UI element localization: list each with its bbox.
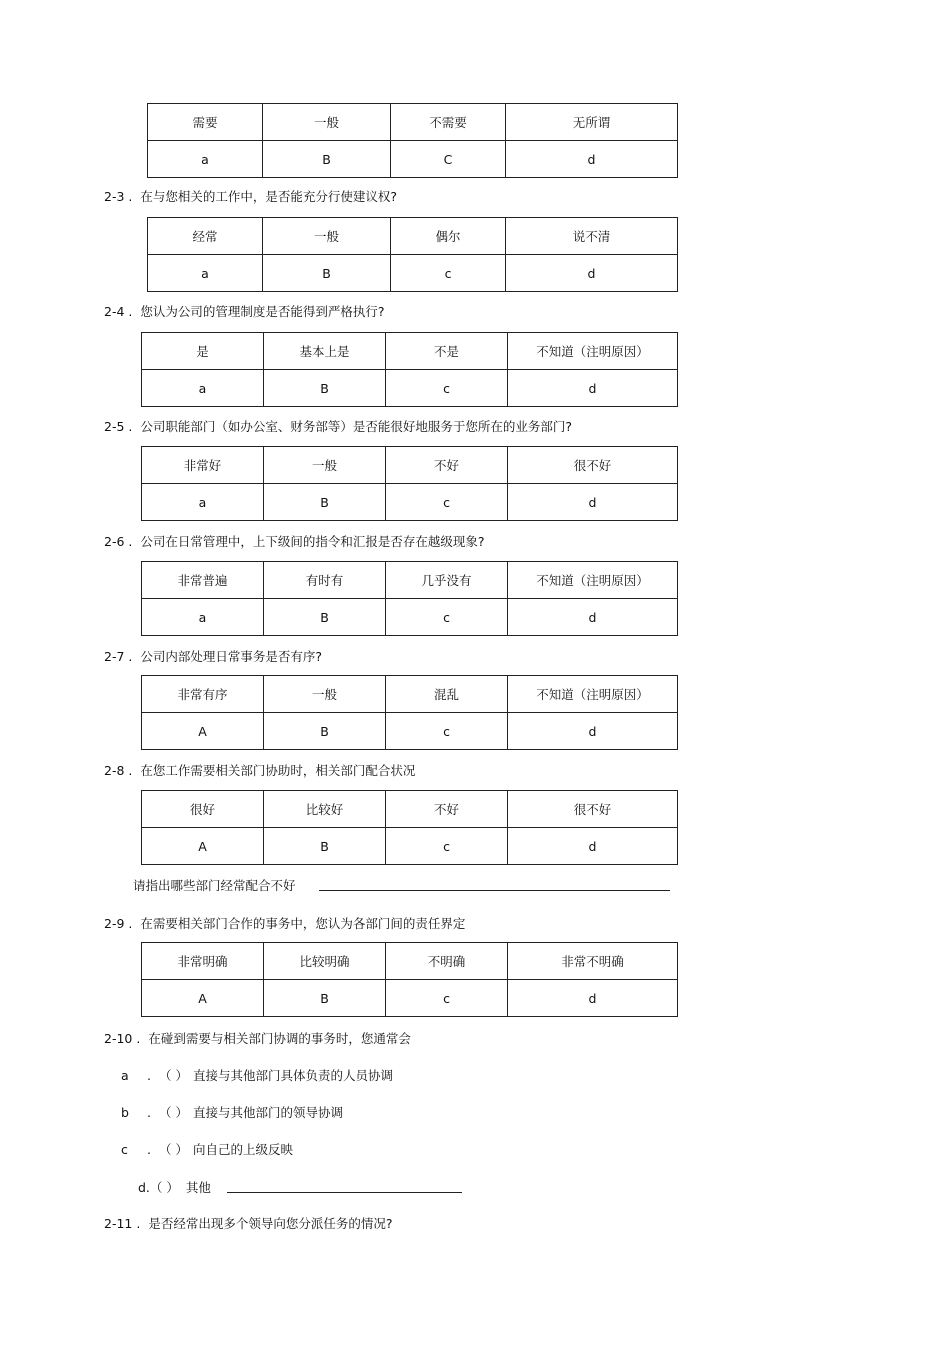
question-text: 公司在日常管理中，上下级间的指令和汇报是否存在越级现象? [140, 534, 485, 549]
choice-dot: . [147, 1142, 151, 1157]
option-label: 偶尔 [391, 218, 506, 255]
option-label: 一般 [263, 218, 391, 255]
options-table-2-9 [141, 942, 678, 1017]
choice-checkbox[interactable]: （ ） [159, 1068, 188, 1083]
option-label: 比较好 [264, 791, 386, 828]
option-label: 比较明确 [264, 943, 386, 980]
choice-dot: . [147, 1068, 151, 1083]
option-label: 几乎没有 [386, 562, 508, 599]
option-label: 有时有 [264, 562, 386, 599]
question-text: 是否经常出现多个领导向您分派任务的情况? [148, 1216, 393, 1231]
choice-letter: d. [138, 1180, 150, 1195]
table-row [142, 980, 678, 1017]
option-label: 不好 [386, 791, 508, 828]
option-code[interactable]: d [508, 828, 678, 865]
options-table-2-6 [141, 561, 678, 636]
option-code[interactable]: A [142, 828, 264, 865]
table-row [142, 370, 678, 407]
table-row [142, 713, 678, 750]
option-label: 是 [142, 333, 264, 370]
table-row [142, 484, 678, 521]
option-label: 非常有序 [142, 676, 264, 713]
choice-2-10-c[interactable] [121, 1140, 293, 1158]
question-number: 2-11 . [104, 1216, 141, 1231]
option-code[interactable]: B [264, 980, 386, 1017]
option-code[interactable]: d [508, 599, 678, 636]
option-code[interactable]: B [264, 484, 386, 521]
question-number: 2-10 . [104, 1031, 141, 1046]
option-label: 非常不明确 [508, 943, 678, 980]
question-number: 2-5 . [104, 419, 133, 434]
option-code[interactable]: c [386, 599, 508, 636]
option-code[interactable]: a [142, 599, 264, 636]
answer-blank-2-8[interactable] [319, 890, 670, 891]
question-text: 在需要相关部门合作的事务中，您认为各部门间的责任界定 [140, 916, 466, 931]
option-code[interactable]: c [386, 370, 508, 407]
choice-letter: c [121, 1142, 128, 1157]
choice-letter: a [121, 1068, 129, 1083]
choice-text: 直接与其他部门的领导协调 [193, 1105, 344, 1120]
question-text: 在您工作需要相关部门协助时，相关部门配合状况 [140, 763, 416, 778]
option-code[interactable]: d [506, 141, 678, 178]
option-code[interactable]: a [148, 255, 263, 292]
question-2-5 [104, 417, 572, 435]
table-row [142, 599, 678, 636]
option-label: 需要 [148, 104, 263, 141]
table-row [148, 141, 678, 178]
question-number: 2-8 . [104, 763, 133, 778]
option-code[interactable]: c [386, 980, 508, 1017]
option-code[interactable]: d [508, 980, 678, 1017]
question-2-9 [104, 914, 465, 932]
option-label: 非常好 [142, 447, 264, 484]
question-number: 2-3 . [104, 189, 133, 204]
option-label: 说不清 [506, 218, 678, 255]
question-text: 公司职能部门（如办公室、财务部等）是否能很好地服务于您所在的业务部门? [140, 419, 573, 434]
question-text: 在与您相关的工作中，是否能充分行使建议权? [140, 189, 398, 204]
choice-2-10-b[interactable] [121, 1103, 343, 1121]
option-label: 一般 [263, 104, 391, 141]
choice-2-10-d[interactable] [138, 1178, 211, 1196]
option-label: 不知道（注明原因） [508, 562, 678, 599]
option-label: 不明确 [386, 943, 508, 980]
option-code[interactable]: a [148, 141, 263, 178]
choice-checkbox[interactable]: （ ） [159, 1142, 188, 1157]
options-table-2-5 [141, 446, 678, 521]
table-row [148, 104, 678, 141]
question-number: 2-6 . [104, 534, 133, 549]
option-code[interactable]: B [264, 713, 386, 750]
options-table-2-3 [147, 217, 678, 292]
options-table-2-7 [141, 675, 678, 750]
choice-checkbox[interactable]: （ ） [149, 1180, 179, 1195]
option-label: 不知道（注明原因） [508, 333, 678, 370]
answer-blank-2-10-other[interactable] [227, 1192, 462, 1193]
question-2-7 [104, 647, 322, 665]
option-label: 不是 [386, 333, 508, 370]
question-text: 您认为公司的管理制度是否能得到严格执行? [140, 304, 385, 319]
table-row [142, 333, 678, 370]
table-row [142, 447, 678, 484]
table-row [148, 255, 678, 292]
option-code[interactable]: d [508, 484, 678, 521]
table-row [148, 218, 678, 255]
question-2-11 [104, 1214, 392, 1232]
question-number: 2-9 . [104, 916, 133, 931]
choice-text: 向自己的上级反映 [193, 1142, 294, 1157]
question-text: 公司内部处理日常事务是否有序? [140, 649, 323, 664]
option-label: 基本上是 [264, 333, 386, 370]
option-code[interactable]: c [386, 828, 508, 865]
choice-2-10-a[interactable] [121, 1066, 393, 1084]
option-label: 一般 [264, 447, 386, 484]
option-label: 不需要 [391, 104, 506, 141]
table-row [142, 676, 678, 713]
options-table-2-8 [141, 790, 678, 865]
note-2-8: 请指出哪些部门经常配合不好 [133, 878, 296, 893]
question-number: 2-7 . [104, 649, 133, 664]
choice-text: 直接与其他部门具体负责的人员协调 [193, 1068, 394, 1083]
option-code[interactable]: a [142, 370, 264, 407]
question-2-3 [104, 187, 397, 205]
option-code[interactable]: B [263, 141, 391, 178]
option-label: 混乱 [386, 676, 508, 713]
option-code[interactable]: A [142, 980, 264, 1017]
option-label: 一般 [264, 676, 386, 713]
option-code[interactable]: a [142, 484, 264, 521]
option-code[interactable]: d [508, 370, 678, 407]
question-2-8 [104, 761, 415, 779]
choice-text: 其他 [185, 1180, 211, 1195]
question-2-6 [104, 532, 485, 550]
option-code[interactable]: d [508, 713, 678, 750]
option-label: 无所谓 [506, 104, 678, 141]
option-label: 很好 [142, 791, 264, 828]
option-label: 经常 [148, 218, 263, 255]
option-code[interactable]: C [391, 141, 506, 178]
option-code[interactable]: B [264, 828, 386, 865]
option-code[interactable]: c [391, 255, 506, 292]
option-code[interactable]: B [263, 255, 391, 292]
option-label: 很不好 [508, 447, 678, 484]
question-text: 在碰到需要与相关部门协调的事务时，您通常会 [148, 1031, 411, 1046]
choice-checkbox[interactable]: （ ） [159, 1105, 188, 1120]
option-label: 非常普遍 [142, 562, 264, 599]
option-label: 很不好 [508, 791, 678, 828]
table-row [142, 562, 678, 599]
table-row [142, 791, 678, 828]
option-label: 不知道（注明原因） [508, 676, 678, 713]
options-table-2-2 [147, 103, 678, 178]
option-code[interactable]: B [264, 599, 386, 636]
options-table-2-4 [141, 332, 678, 407]
option-code[interactable]: d [506, 255, 678, 292]
question-2-10 [104, 1029, 411, 1047]
choice-letter: b [121, 1105, 129, 1120]
question-2-4 [104, 302, 385, 320]
question-number: 2-4 . [104, 304, 133, 319]
option-code[interactable]: c [386, 713, 508, 750]
option-label: 非常明确 [142, 943, 264, 980]
option-label: 不好 [386, 447, 508, 484]
option-code[interactable]: B [264, 370, 386, 407]
option-code[interactable]: c [386, 484, 508, 521]
table-row [142, 828, 678, 865]
choice-dot: . [147, 1105, 151, 1120]
table-row [142, 943, 678, 980]
option-code[interactable]: A [142, 713, 264, 750]
